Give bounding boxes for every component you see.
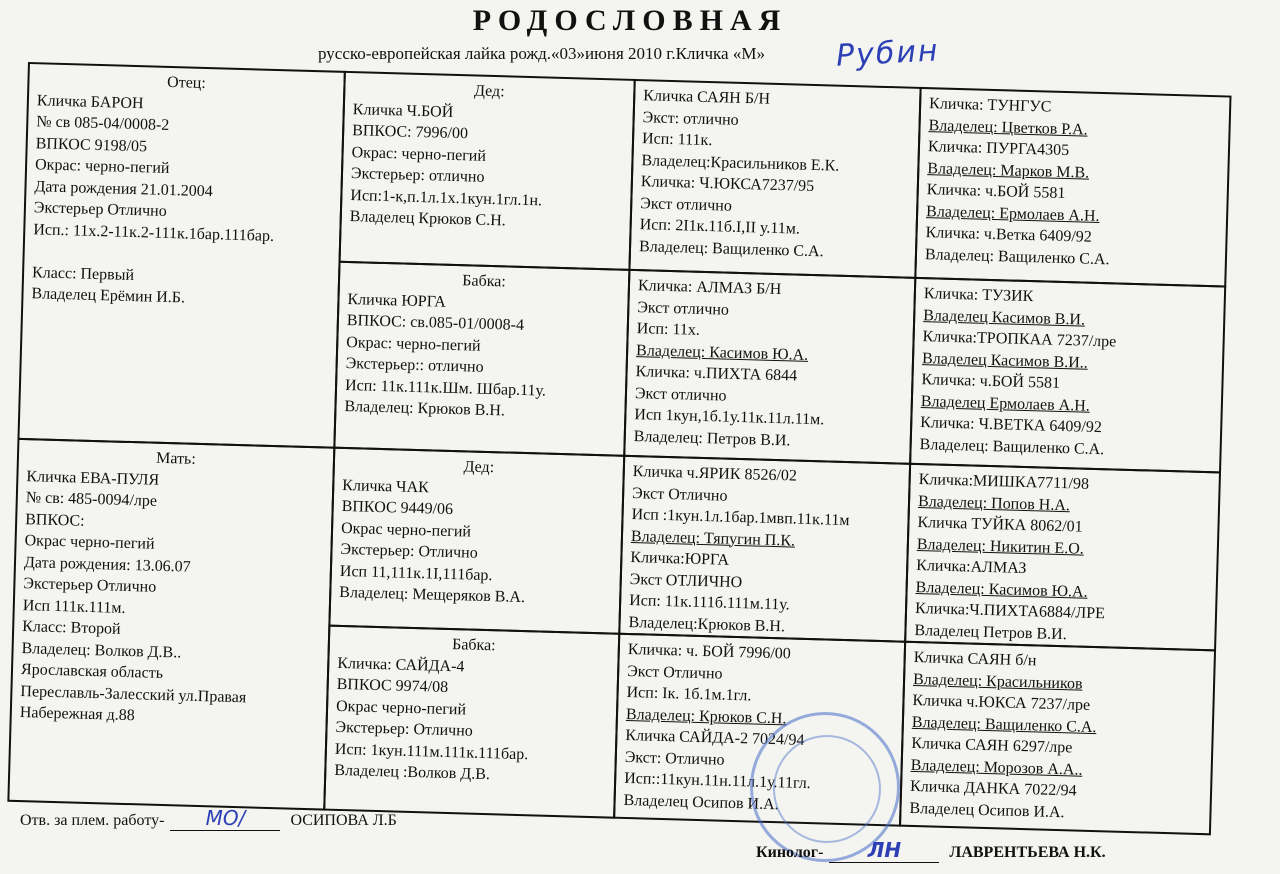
cell-line: Владелец: Ермолаев А.Н. — [925, 202, 1100, 225]
cell-line: Исп::11кун.11н.11л.1у.11гл. — [623, 769, 811, 793]
cell-line: Владелец: Марков М.В. — [927, 159, 1090, 182]
cell-line: Исп 111к.111м. — [22, 596, 126, 617]
cell-line: ВПКОС: св.085-01/0008-4 — [346, 312, 525, 334]
cell-line: Кличка: ч.БОЙ 5581 — [921, 371, 1061, 392]
cell-line: Владелец: Мещеряков В.А. — [339, 583, 526, 607]
cell-line: Кличка:ТРОПКАА 7237/лре — [922, 328, 1117, 351]
cell-line: Владелец: Ващиленко С.А. — [919, 435, 1105, 458]
cell-line: ВПКОС 9449/06 — [341, 497, 454, 519]
cell-line: ВПКОС 9974/08 — [336, 675, 449, 696]
cell-line: ВПКОС: 7996/00 — [351, 122, 469, 143]
document-subtitle: русско-европейская лайка рожд.«03»июня 2010 г.Кличка «М» — [318, 44, 765, 63]
cell-line: Владелец: Тяпугин П.К. — [630, 527, 796, 550]
cell-line: Владелец: Ващиленко С.А. — [638, 237, 824, 260]
cell-heading: Бабка: — [451, 636, 496, 655]
cell-line: Владелец Ермолаев А.Н. — [920, 392, 1091, 415]
cell-line: Переславль-Залесский ул.Правая — [20, 682, 247, 706]
cell-line: Исп: 1кун.111м.111к.111бар. — [334, 740, 529, 763]
great-grandparents-cell — [628, 79, 921, 279]
cell-line: Владелец: Морозов А.А.. — [910, 756, 1083, 779]
paternal-grandfather-cell — [339, 71, 636, 271]
cell-line: Владелец: Никитин Е.О. — [916, 535, 1085, 558]
cell-line: Кличка САЯН Б/Н — [643, 87, 771, 108]
cell-line: Кличка: Ч.ВЕТКА 6409/92 — [920, 414, 1103, 437]
mother-cell — [7, 438, 335, 811]
cell-line: Кличка САЯН 6297/лре — [911, 734, 1073, 757]
cell-line: Окрас черно-пегий — [24, 532, 155, 553]
cell-line: Исп 1кун,1б.1у.11к.11л.11м. — [634, 406, 825, 429]
cell-line: Экст отлично — [640, 194, 733, 215]
paternal-grandmother-cell — [333, 261, 630, 457]
great-grandparents-cell — [618, 455, 911, 643]
cell-line: Кличка: САЙДА-4 — [337, 654, 465, 675]
cell-line: Кличка: ПУРГА4305 — [927, 138, 1070, 160]
cell-line: Кличка ч.ЮКСА 7237/лре — [912, 691, 1091, 714]
cell-line: Экстерьер Отлично — [23, 575, 157, 596]
cell-line: Исп: 2I1к.11б.I,II у.11м. — [639, 216, 801, 238]
cell-line: Экст: Отлично — [624, 748, 725, 769]
cell-heading: Отец: — [166, 73, 207, 92]
great-great-grandparents-cell — [899, 641, 1216, 836]
cell-line: Экст Отлично — [631, 484, 728, 505]
cell-line: Кличка:АЛМАЗ — [916, 557, 1027, 578]
cell-line: Кличка САЙДА-2 7024/94 — [625, 726, 805, 749]
cell-line: Кличка ЮРГА — [347, 290, 447, 311]
great-great-grandparents-cell — [909, 277, 1226, 474]
cell-line: Ярославская область — [20, 661, 164, 683]
breeding-label: Отв. за плем. работу- — [20, 812, 165, 829]
cell-line: Кличка: ч.БОЙ 5581 — [926, 181, 1066, 203]
cell-line: Класс: Первый — [31, 263, 135, 284]
cell-line: Исп: 11к.111к.Шм. Шбар.11у. — [344, 376, 547, 400]
cell-line: Исп: 11к.111б.111м.11у. — [628, 591, 790, 614]
cynologist-name: ЛАВРЕНТЬЕВА Н.К. — [949, 844, 1106, 861]
cell-line: Кличка: ТУНГУС — [928, 95, 1052, 116]
cell-line: Владелец: Крюков С.Н. — [625, 705, 787, 727]
cell-line: Кличка: ч.ПИХТА 6844 — [635, 363, 798, 385]
cell-line: № св: 485-0094/лре — [25, 489, 158, 510]
cell-heading: Мать: — [155, 449, 197, 468]
cell-line: Экст отлично — [637, 298, 730, 319]
cell-line: Кличка: ч. БОЙ 7996/00 — [627, 640, 792, 663]
cell-line: Кличка ЕВА-ПУЛЯ — [26, 467, 160, 489]
cell-line: Набережная д.88 — [19, 704, 136, 725]
cell-line: Кличка ЧАК — [342, 476, 430, 496]
cell-line: Кличка Ч.БОЙ — [352, 100, 454, 121]
cell-line: Кличка: Ч.ЮКСА7237/95 — [640, 173, 815, 195]
cell-line: Владелец: Крюков В.Н. — [344, 397, 506, 420]
cell-line: Исп :1кун.1л.1бар.1мвп.11к.11м — [631, 506, 850, 530]
cell-line: Владелец: Касимов Ю.А. — [635, 341, 809, 364]
cell-line: Владелец: Ващиленко С.А. — [924, 245, 1110, 268]
cell-line: Владелец: Цветков Р.А. — [928, 116, 1088, 139]
cell-line: Дата рождения: 13.06.07 — [23, 553, 191, 576]
cell-line: Исп: 111к. — [641, 130, 713, 150]
father-cell — [17, 62, 345, 449]
cell-line: Исп:1-к,п.1л.1х.1кун.1гл.1н. — [350, 186, 543, 209]
cell-line: Владелец Ерёмин И.Б. — [31, 285, 186, 307]
cell-line: Владелец: Петров В.И. — [633, 427, 791, 449]
cell-heading: Дед: — [463, 458, 495, 477]
maternal-grandfather-cell — [328, 447, 625, 635]
cell-line: Кличка САЯН б/н — [913, 648, 1037, 670]
cell-line: Кличка: ТУЗИК — [923, 285, 1034, 306]
great-great-grandparents-cell — [904, 463, 1221, 652]
cell-line: Кличка ТУЙКА 8062/01 — [917, 514, 1083, 536]
cell-line: Владелец:Красильников Е.К. — [641, 151, 840, 175]
cell-line: Исп: 11х. — [636, 320, 701, 339]
pedigree-table — [7, 62, 1231, 835]
cell-line: № св 085-04/0008-2 — [36, 113, 170, 134]
breeding-signature: МО/ — [170, 806, 280, 831]
cell-line: Экстерьер Отлично — [33, 199, 167, 220]
maternal-grandmother-cell — [323, 625, 620, 819]
cell-line: Владелец :Волков Д.В. — [334, 761, 491, 784]
cell-line: Владелец Крюков С.Н. — [349, 208, 507, 230]
cell-line: Владелец: Касимов Ю.А. — [915, 578, 1088, 601]
cell-line: Кличка ч.ЯРИК 8526/02 — [632, 463, 798, 485]
cell-line: Экст ОТЛИЧНО — [629, 570, 743, 591]
cell-line: Владелец Осипов И.А. — [623, 791, 779, 813]
handwritten-nickname: Рубин — [835, 33, 941, 74]
cell-line: Кличка ДАНКА 7022/94 — [909, 777, 1077, 800]
cell-line: Дата рождения 21.01.2004 — [34, 177, 213, 200]
cell-line: ВПКОС 9198/05 — [35, 134, 148, 155]
cell-line: Класс: Второй — [21, 618, 121, 638]
cynologist-label: Кинолог- — [756, 844, 824, 861]
breeding-signature-line — [20, 806, 397, 831]
great-great-grandparents-cell — [914, 87, 1231, 288]
cell-line: Экстерьер: Отлично — [340, 540, 478, 562]
cell-line: Кличка:МИШКА7711/98 — [918, 471, 1090, 493]
cell-line: Исп.: 11х.2-11к.2-111к.1бар.111бар. — [33, 220, 275, 245]
cell-line: Владелец: Ващиленко С.А. — [911, 713, 1097, 736]
cell-line: Экстерьер:: отлично — [345, 354, 484, 376]
cell-line: Владелец Касимов В.И. — [923, 306, 1086, 329]
cynologist-signature-line — [756, 838, 1106, 863]
cell-heading: Дед: — [473, 82, 505, 101]
cell-line: Окрас: черно-пегий — [346, 333, 481, 355]
cell-line: Владелец Осипов И.А. — [909, 799, 1065, 821]
cell-line: Владелец:Крюков В.Н. — [628, 613, 786, 635]
cell-line: Кличка БАРОН — [36, 91, 144, 112]
breeding-name: ОСИПОВА Л.Б — [290, 812, 397, 829]
cell-line: Кличка:ЮРГА — [630, 549, 730, 569]
cell-line: Экст: отлично — [642, 108, 739, 129]
cell-line: Владелец: Попов Н.А. — [917, 492, 1071, 514]
cell-line: Окрас черно-пегий — [335, 697, 467, 718]
cell-line: Экстерьер: Отлично — [335, 718, 474, 740]
cell-line: Исп 11,111к.1I,111бар. — [339, 562, 493, 584]
cell-line: ВПКОС: — [24, 510, 85, 530]
cell-line: Окрас черно-пегий — [340, 519, 472, 541]
cell-line: Кличка: ч.Ветка 6409/92 — [925, 224, 1092, 246]
cell-line: Окрас: черно-пегий — [34, 156, 170, 177]
cell-line: Экстерьер: отлично — [350, 165, 485, 186]
cell-line: Владелец Касимов В.И.. — [921, 349, 1089, 372]
cell-line: Экст Отлично — [626, 662, 723, 683]
cell-line: Владелец: Волков Д.В.. — [21, 639, 182, 662]
cell-line: Экст отлично — [634, 384, 727, 405]
cell-line: Исп: Iк. 1б.1м.1гл. — [626, 683, 752, 705]
cell-heading: Бабка: — [462, 272, 507, 291]
cynologist-signature: ЛН — [829, 838, 939, 863]
cell-line: Кличка: АЛМАЗ Б/Н — [637, 277, 782, 299]
cell-line: Владелец Петров В.И. — [914, 621, 1067, 643]
cell-line: Владелец: Красильников — [912, 670, 1083, 693]
great-grandparents-cell — [623, 269, 916, 465]
cell-line: Окрас: черно-пегий — [351, 143, 487, 165]
document-title: РОДОСЛОВНАЯ — [472, 4, 788, 37]
cell-line: Кличка:Ч.ПИХТА6884/ЛРЕ — [914, 599, 1106, 623]
